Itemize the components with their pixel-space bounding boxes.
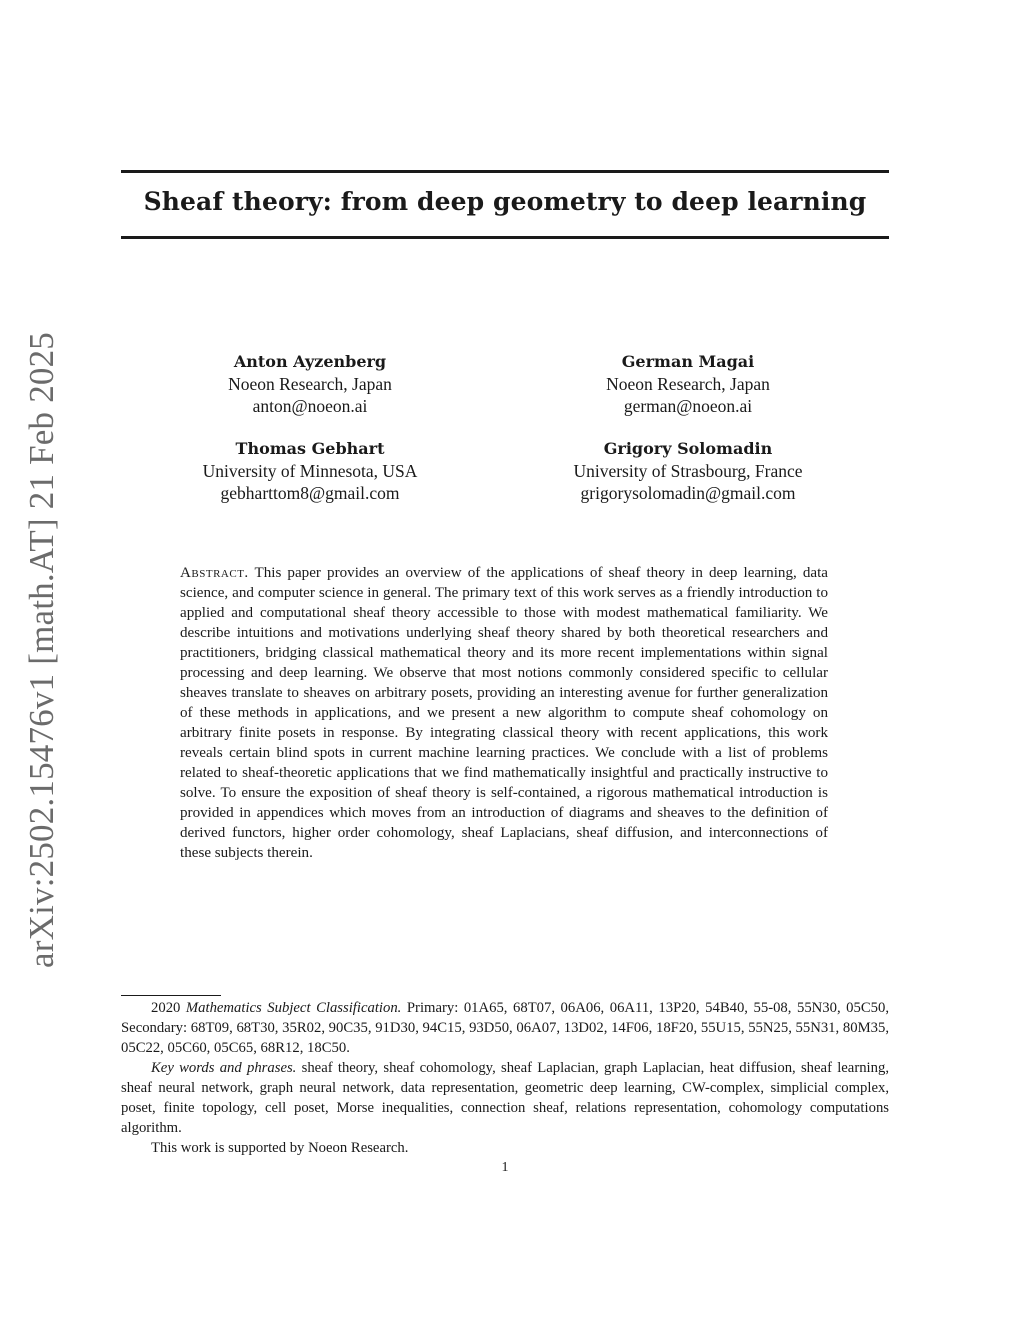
author-name: Thomas Gebhart [235,439,385,458]
author-name: Grigory Solomadin [603,439,773,458]
author-email: gebharttom8@gmail.com [220,483,400,503]
msc-footnote [121,998,889,1058]
author-affiliation: Noeon Research, Japan [606,374,770,394]
author-block [140,351,480,417]
msc-year: 2020 [151,1000,181,1016]
author-name: Anton Ayzenberg [233,352,387,371]
author-email: anton@noeon.ai [252,396,368,416]
author-name: German Magai [621,352,755,371]
author-affiliation: University of Strasbourg, France [573,461,803,481]
title-top-rule [121,170,889,173]
arxiv-identifier-stamp: arXiv:2502.15476v1 [math.AT] 21 Feb 2025 [22,332,61,968]
keywords-text: sheaf theory, sheaf cohomology, sheaf Laplacian, graph Laplacian, heat diffusion, sheaf learning, sheaf neural network, graph neural network, data representation, geometric deep learning, CW-complex, simplicial complex, poset, finite topology, cell poset, Morse inequalities, connection sheaf, relations representation, cohomology computations algorithm. [121,1060,890,1136]
author-affiliation: Noeon Research, Japan [228,374,392,394]
abstract [180,563,828,863]
keywords-footnote [121,1058,889,1138]
keywords-label: Key words and phrases. [151,1060,297,1076]
footnotes [121,998,889,1158]
abstract-heading: Abstract. [180,565,249,581]
author-email: grigorysolomadin@gmail.com [580,483,796,503]
footnote-rule [121,995,221,996]
title-bottom-rule [121,236,889,239]
page-number: 1 [501,1160,509,1175]
abstract-text: This paper provides an overview of the applications of sheaf theory in deep learning, data science, and computer science in general. The primary text of this work serves as a friendly introduction to applied and computational sheaf theory accessible to those with modest mathematical familiarity. We describe intuitions and motivations underlying sheaf theory shared by both theoretical researchers and practitioners, bridging classical mathematical theory and its more recent implementations within signal processing and deep learning. We observe that most notions commonly considered specific to cellular sheaves translate to sheaves on arbitrary posets, providing an interesting avenue for further generalization of these methods in applications, and we present a new algorithm to compute sheaf cohomology on arbitrary finite posets in response. By integrating classical theory with recent applications, this work reveals certain blind spots in current machine learning practices. We conclude with a list of problems related to sheaf-theoretic applications that we find mathematically insightful and practically instructive to solve. To ensure the exposition of sheaf theory is self-contained, a rigorous mathematical introduction is provided in appendices which moves from an introduction of diagrams and sheaves to the definition of derived functors, higher order cohomology, sheaf Laplacians, sheaf diffusion, and interconnections of these subjects therein. [180,565,828,861]
support-footnote: This work is supported by Noeon Research. [151,1140,409,1156]
author-block [518,351,858,417]
msc-codes: Primary: 01A65, 68T07, 06A06, 06A11, 13P20, 54B40, 55-08, 55N30, 05C50, Secondary: 68T09, 68T30, 35R02, 90C35, 91D30, 94C15, 93D50, 06A07, 13D02, 14F06, 18F20, 55U15, 55N25, 55N31, 80M35, 05C22, 05C60, 05C65, 68R12, 18C50. [121,1000,889,1056]
author-email: german@noeon.ai [623,396,753,416]
msc-label: Mathematics Subject Classification. [185,1000,402,1016]
author-block [518,438,858,504]
author-block [140,438,480,504]
paper-title: Sheaf theory: from deep geometry to deep learning [143,187,867,216]
author-affiliation: University of Minnesota, USA [202,461,418,481]
